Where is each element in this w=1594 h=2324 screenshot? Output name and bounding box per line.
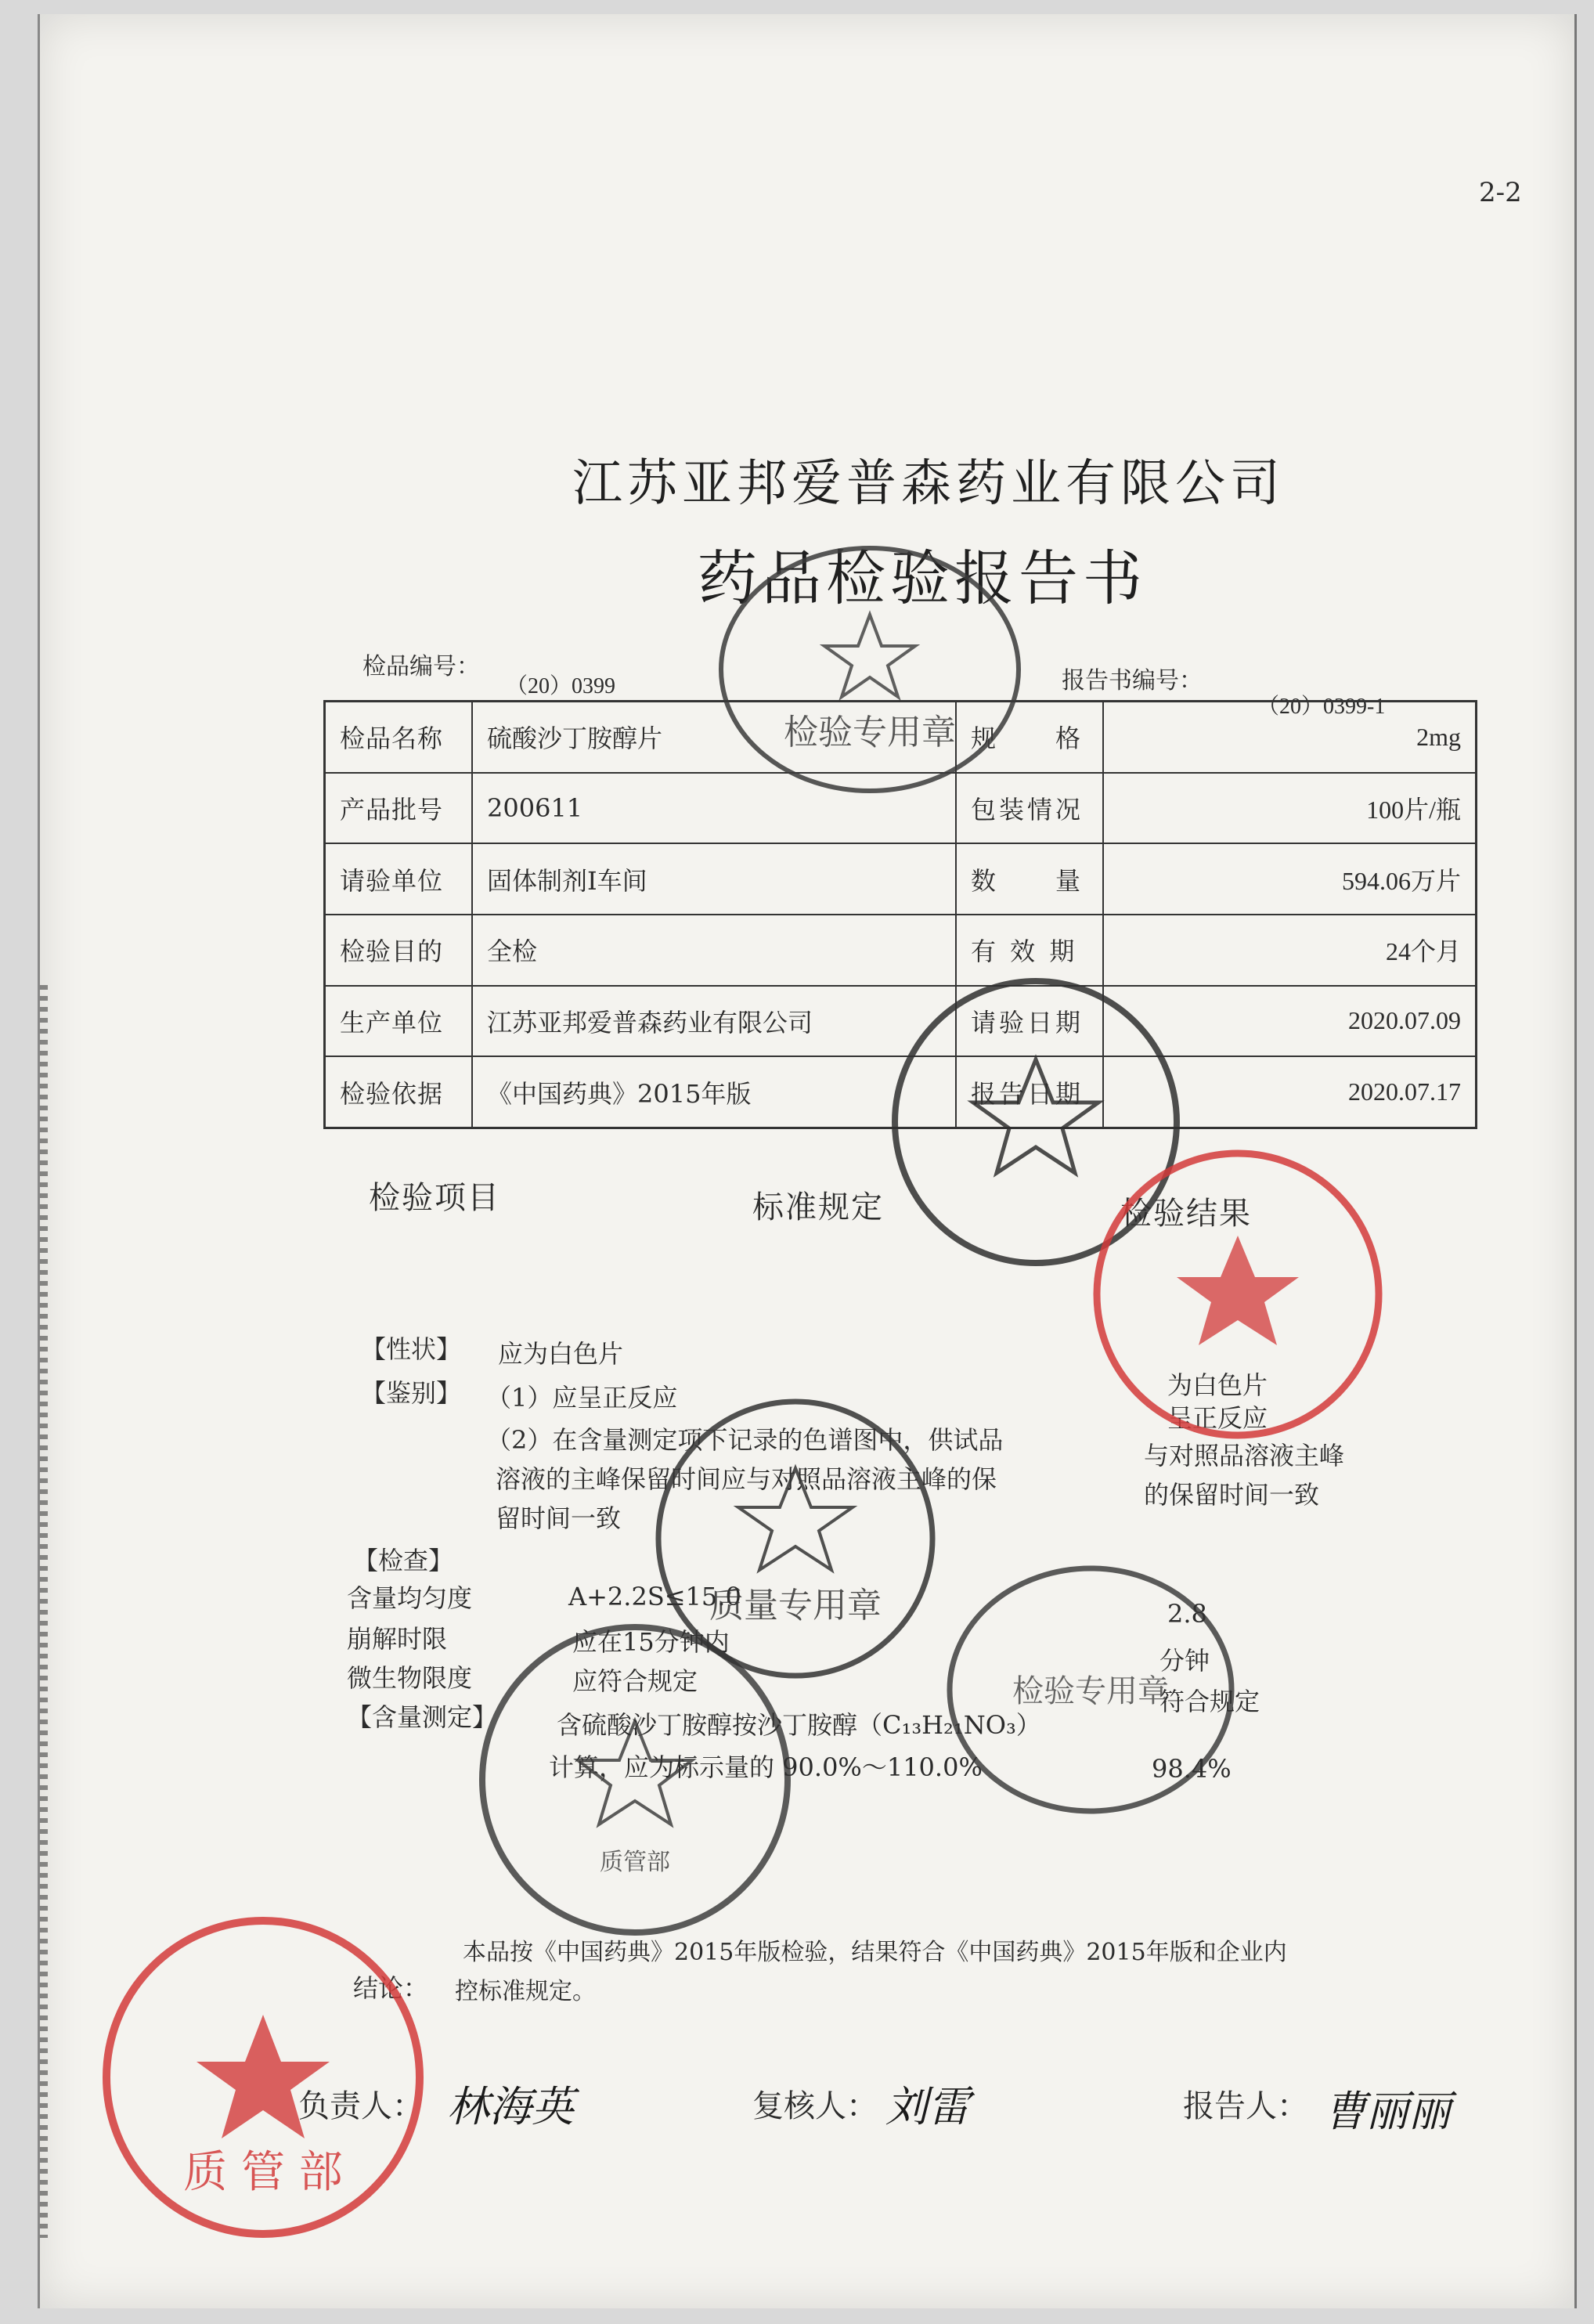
header-standard: 标准规定 [752, 1189, 884, 1225]
report-page [38, 14, 1577, 2308]
field-value: 2020.07.09 [1103, 986, 1477, 1057]
svg-text:质 管 部: 质 管 部 [183, 2147, 343, 2198]
reviewer-label: 复核人： [752, 2088, 878, 2124]
label-identification: 【鉴别】 [361, 1378, 462, 1408]
field-label: 报告日期 [956, 1056, 1103, 1128]
svg-text:质管部: 质管部 [600, 1849, 670, 1876]
label-disintegration: 崩解时限 [347, 1624, 448, 1654]
inspection-seal-stamp [713, 540, 1026, 799]
field-label: 包装情况 [956, 773, 1103, 844]
field-label: 检验依据 [325, 1056, 473, 1128]
std-identification-1: （1）应呈正反应 [486, 1383, 678, 1413]
header-result: 检验结果 [1120, 1196, 1252, 1232]
std-uniformity: A+2.2S≤15.0 [568, 1582, 741, 1611]
reporter-label: 报告人： [1183, 2088, 1308, 2124]
sichuan-company-stamp [474, 1619, 795, 1940]
field-label: 产品批号 [325, 773, 473, 844]
res-identification-2a: 与对照品溶液主峰 [1144, 1441, 1345, 1471]
label-appearance: 【性状】 [361, 1334, 462, 1364]
reviewer-signature: 刘雷 [885, 2082, 970, 2131]
sample-number: （20）0399 [506, 674, 616, 698]
res-assay: 98.4% [1152, 1754, 1232, 1784]
reporter-signature: 曹丽丽 [1324, 2087, 1451, 2136]
std-identification-2b: 溶液的主峰保留时间应与对照品溶液主峰的保 [496, 1464, 997, 1494]
std-appearance: 应为白色片 [498, 1339, 624, 1369]
label-microbial: 微生物限度 [347, 1663, 473, 1693]
conclusion-text-1: 本品按《中国药典》2015年版检验，结果符合《中国药典》2015年版和企业内 [463, 1939, 1287, 1966]
field-value: 江苏亚邦爱普森药业有限公司 [472, 986, 956, 1057]
sample-number-label: 检品编号： [362, 653, 480, 680]
responsible-signature: 林海英 [447, 2082, 574, 2131]
scan-edge-artifact [40, 985, 48, 2238]
document-title: 药品检验报告书 [698, 543, 1147, 613]
page-number: 2-2 [1479, 177, 1522, 208]
std-assay-1: 含硫酸沙丁胺醇按沙丁胺醇（C₁₃H₂₁NO₃） [557, 1710, 1041, 1740]
field-label: 生产单位 [325, 986, 473, 1057]
tongji-company-stamp [95, 1913, 431, 2242]
svg-text:质量专用章: 质量专用章 [709, 1586, 882, 1626]
res-microbial: 符合规定 [1159, 1687, 1260, 1716]
table-row [325, 843, 1477, 915]
field-label: 请验日期 [956, 986, 1103, 1057]
std-identification-2a: （2）在含量测定项下记录的色谱图中，供试品 [486, 1425, 1004, 1455]
field-label: 请验单位 [325, 843, 473, 915]
conclusion-text-2: 控标准规定。 [455, 1978, 596, 2005]
field-label: 数 量 [956, 843, 1103, 915]
res-appearance: 为白色片 [1167, 1370, 1268, 1400]
std-assay-2: 计算，应为标示量的 90.0%～110.0% [549, 1752, 983, 1782]
label-assay: 【含量测定】 [347, 1702, 498, 1732]
field-value: 24个月 [1103, 915, 1477, 986]
field-label: 有 效 期 [956, 915, 1103, 986]
field-value: 594.06万片 [1103, 843, 1477, 915]
res-identification-1: 呈正反应 [1167, 1403, 1268, 1433]
header-test-item: 检验项目 [369, 1180, 500, 1216]
field-label: 规 格 [956, 702, 1103, 773]
field-value: 硫酸沙丁胺醇片 [472, 702, 956, 773]
res-uniformity: 2.8 [1167, 1599, 1207, 1629]
jiangsu-company-stamp [942, 1561, 1239, 1819]
report-number: （20）0399-1 [1257, 695, 1386, 719]
field-value: 2mg [1103, 702, 1477, 773]
field-label: 检验目的 [325, 915, 473, 986]
field-value: 固体制剂Ⅰ车间 [472, 843, 956, 915]
field-value: 200611 [472, 773, 956, 844]
std-microbial: 应符合规定 [572, 1666, 698, 1696]
std-disintegration: 应在15分钟内 [572, 1627, 730, 1657]
field-value: 2020.07.17 [1103, 1056, 1477, 1128]
res-identification-2b: 的保留时间一致 [1144, 1480, 1320, 1510]
field-label: 检品名称 [325, 702, 473, 773]
res-disintegration: 分钟 [1159, 1646, 1210, 1676]
red-company-stamp [1089, 1146, 1387, 1443]
std-identification-2c: 留时间一致 [496, 1503, 622, 1533]
label-check: 【检查】 [353, 1546, 454, 1575]
svg-text:检验专用章: 检验专用章 [1012, 1673, 1169, 1709]
company-name: 江苏亚邦爱普森药业有限公司 [572, 455, 1285, 513]
conclusion-label: 结论： [353, 1973, 429, 2003]
field-value: 全检 [472, 915, 956, 986]
svg-text:检验专用章: 检验专用章 [784, 713, 956, 752]
responsible-label: 负责人： [298, 2088, 424, 2124]
field-value: 100片/瓶 [1103, 773, 1477, 844]
report-number-label: 报告书编号： [1062, 667, 1203, 695]
label-uniformity: 含量均匀度 [347, 1583, 473, 1613]
field-value: 《中国药典》2015年版 [472, 1056, 956, 1128]
